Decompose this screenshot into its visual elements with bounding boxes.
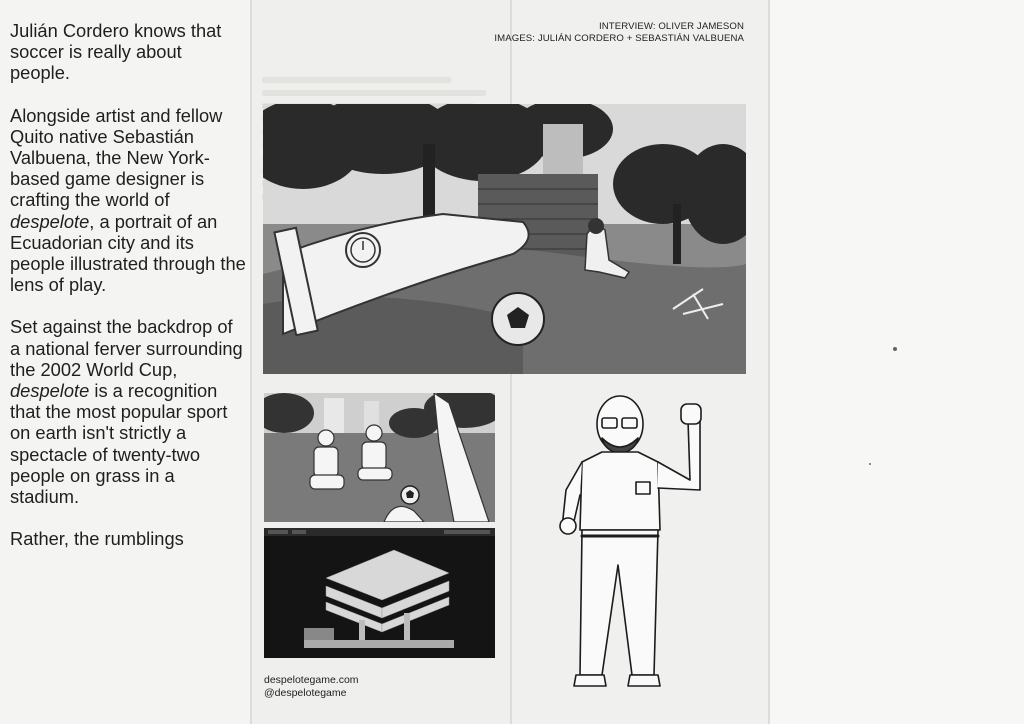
game-title: despelote (10, 210, 90, 232)
paragraph-world-cup: Set against the backdrop of a national ferver surrounding the 2002 World Cup, despelote is a recognition that the most popular sport on earth isn't strictly a spectacle of twenty-two people on grass in a stadium. (10, 316, 243, 508)
man-raising-fist-illustration (540, 390, 740, 700)
children-playing-image (264, 393, 495, 522)
game-title: despelote (10, 380, 90, 402)
fold-line (768, 0, 770, 724)
article-text (10, 20, 246, 570)
fold-line (250, 0, 252, 724)
credits (494, 21, 744, 45)
interview-credit: INTERVIEW: OLIVER JAMESON (598, 21, 744, 32)
game-links (264, 674, 359, 700)
blank-page-area (770, 0, 1024, 724)
scan-speck (869, 463, 871, 465)
paragraph-alongside: Alongside artist and fellow Quito native Sebastián Valbuena, the New York-based game designer is crafting the world of despelote, a portrait of an Ecuadorian city and its people illustrated through the lens of play. (10, 104, 246, 296)
paragraph-intro: Julián Cordero knows that soccer is really about people. (10, 20, 222, 84)
paragraph-rather: Rather, the rumblings (10, 528, 184, 550)
images-credit: IMAGES: JULIÁN CORDERO + SEBASTIÁN VALBUENA (494, 33, 744, 44)
website-link[interactable]: despelotegame.com (264, 674, 359, 686)
social-handle[interactable]: @despelotegame (264, 687, 347, 699)
building-editor-image (264, 528, 495, 658)
scan-speck (893, 347, 897, 351)
park-scene-image (263, 104, 746, 374)
